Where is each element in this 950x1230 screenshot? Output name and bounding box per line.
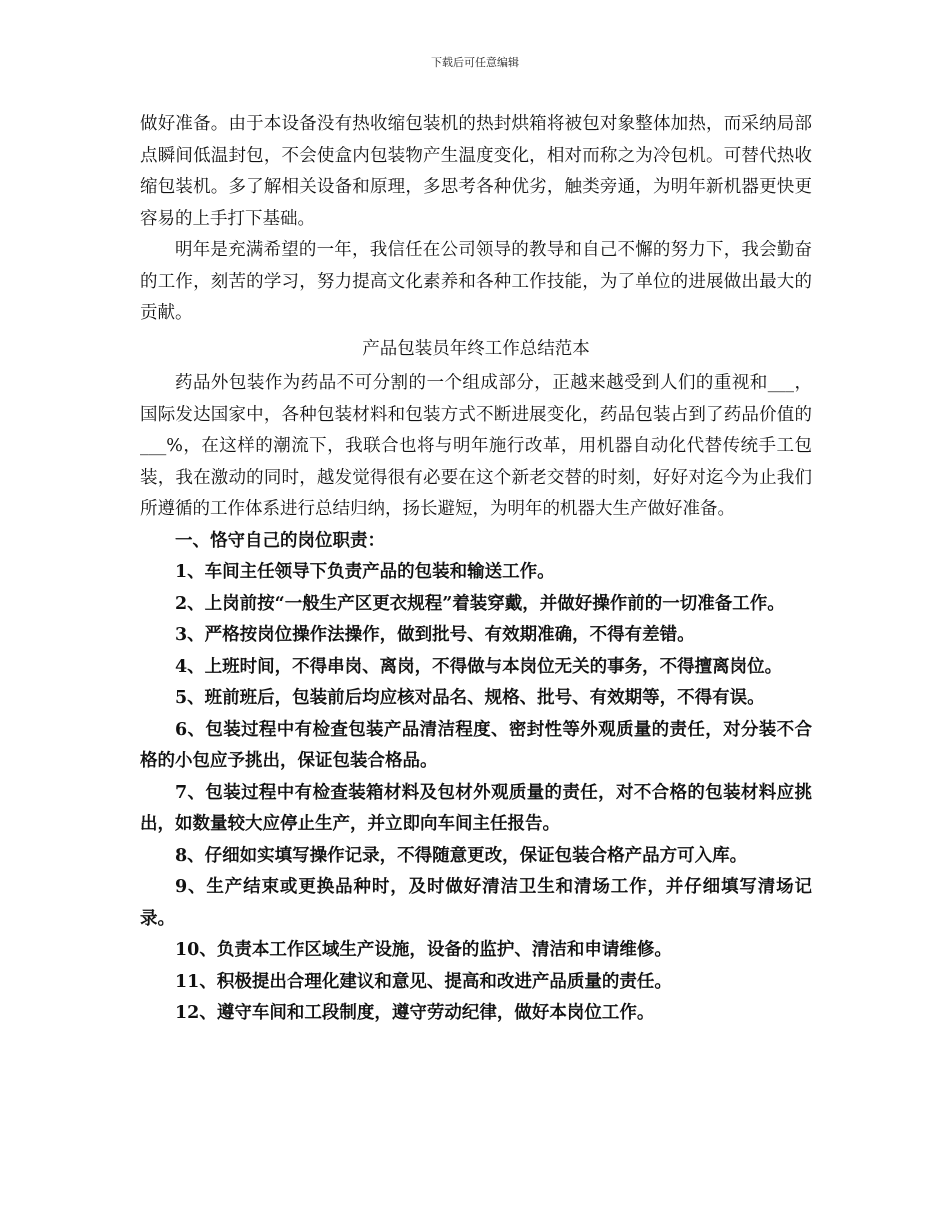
section-paragraph: 药品外包装作为药品不可分割的一个组成部分，正越来越受到人们的重视和___，国际发达国家中，各种包装材料和包装方式不断进展变化，药品包装占到了药品价值的___%，在这样的潮流下，我联合也将与明年施行改革，用机器自动化代替传统手工包装，我在激动的同时，越发觉得很有必要在这个新老交替的时刻，好好对迄今为止我们所遵循的工作体系进行总结归纳，扬长避短，为明年的机器大生产做好准备。 bbox=[140, 373, 812, 519]
document-body bbox=[140, 109, 812, 1030]
duty-item: 1、车间主任领导下负责产品的包装和输送工作。 bbox=[175, 562, 555, 582]
duty-item: 6、包装过程中有检查包装产品清洁程度、密封性等外观质量的责任，对分装不合格的小包应予挑出，保证包装合格品。 bbox=[140, 719, 812, 771]
duty-item: 11、积极提出合理化建议和意见、提高和改进产品质量的责任。 bbox=[175, 971, 672, 992]
duty-item: 5、班前班后，包装前后均应核对品名、规格、批号、有效期等，不得有误。 bbox=[175, 688, 765, 708]
duty-heading: 一、恪守自己的岗位职责： bbox=[175, 530, 385, 551]
intro-paragraph-2: 明年是充满希望的一年，我信任在公司领导的教导和自己不懈的努力下，我会勤奋的工作，刻苦的学习，努力提高文化素养和各种工作技能，为了单位的进展做出最大的贡献。 bbox=[140, 240, 812, 323]
duty-item: 4、上班时间，不得串岗、离岗，不得做与本岗位无关的事务，不得擅离岗位。 bbox=[175, 656, 783, 677]
duties-list bbox=[140, 526, 812, 1030]
intro-paragraph-1: 做好准备。由于本设备没有热收缩包装机的热封烘箱将被包对象整体加热，而采纳局部点瞬间低温封包，不会使盒内包装物产生温度变化，相对而称之为冷包机。可替代热收缩包装机。多了解相关设备和原理，多思考各种优劣，触类旁通，为明年新机器更快更容易的上手打下基础。 bbox=[140, 114, 812, 229]
duty-item: 10、负责本工作区域生产设施，设备的监护、清洁和申请维修。 bbox=[175, 940, 672, 960]
duty-item: 8、仔细如实填写操作记录，不得随意更改，保证包装合格产品方可入库。 bbox=[175, 845, 748, 866]
duty-item: 7、包装过程中有检查装箱材料及包材外观质量的责任，对不合格的包装材料应挑出，如数量较大应停止生产，并立即向车间主任报告。 bbox=[140, 782, 812, 834]
duty-item: 9、生产结束或更换品种时，及时做好清洁卫生和清场工作，并仔细填写清场记录。 bbox=[140, 877, 812, 929]
header-note: 下载后可任意编辑 bbox=[431, 56, 519, 69]
section-title: 产品包装员年终工作总结范本 bbox=[362, 338, 590, 359]
duty-item: 3、严格按岗位操作法操作，做到批号、有效期准确，不得有差错。 bbox=[175, 625, 695, 645]
duty-item: 12、遵守车间和工段制度，遵守劳动纪律，做好本岗位工作。 bbox=[175, 1003, 655, 1023]
duty-item: 2、上岗前按“一般生产区更衣规程”着装穿戴，并做好操作前的一切准备工作。 bbox=[175, 593, 785, 614]
